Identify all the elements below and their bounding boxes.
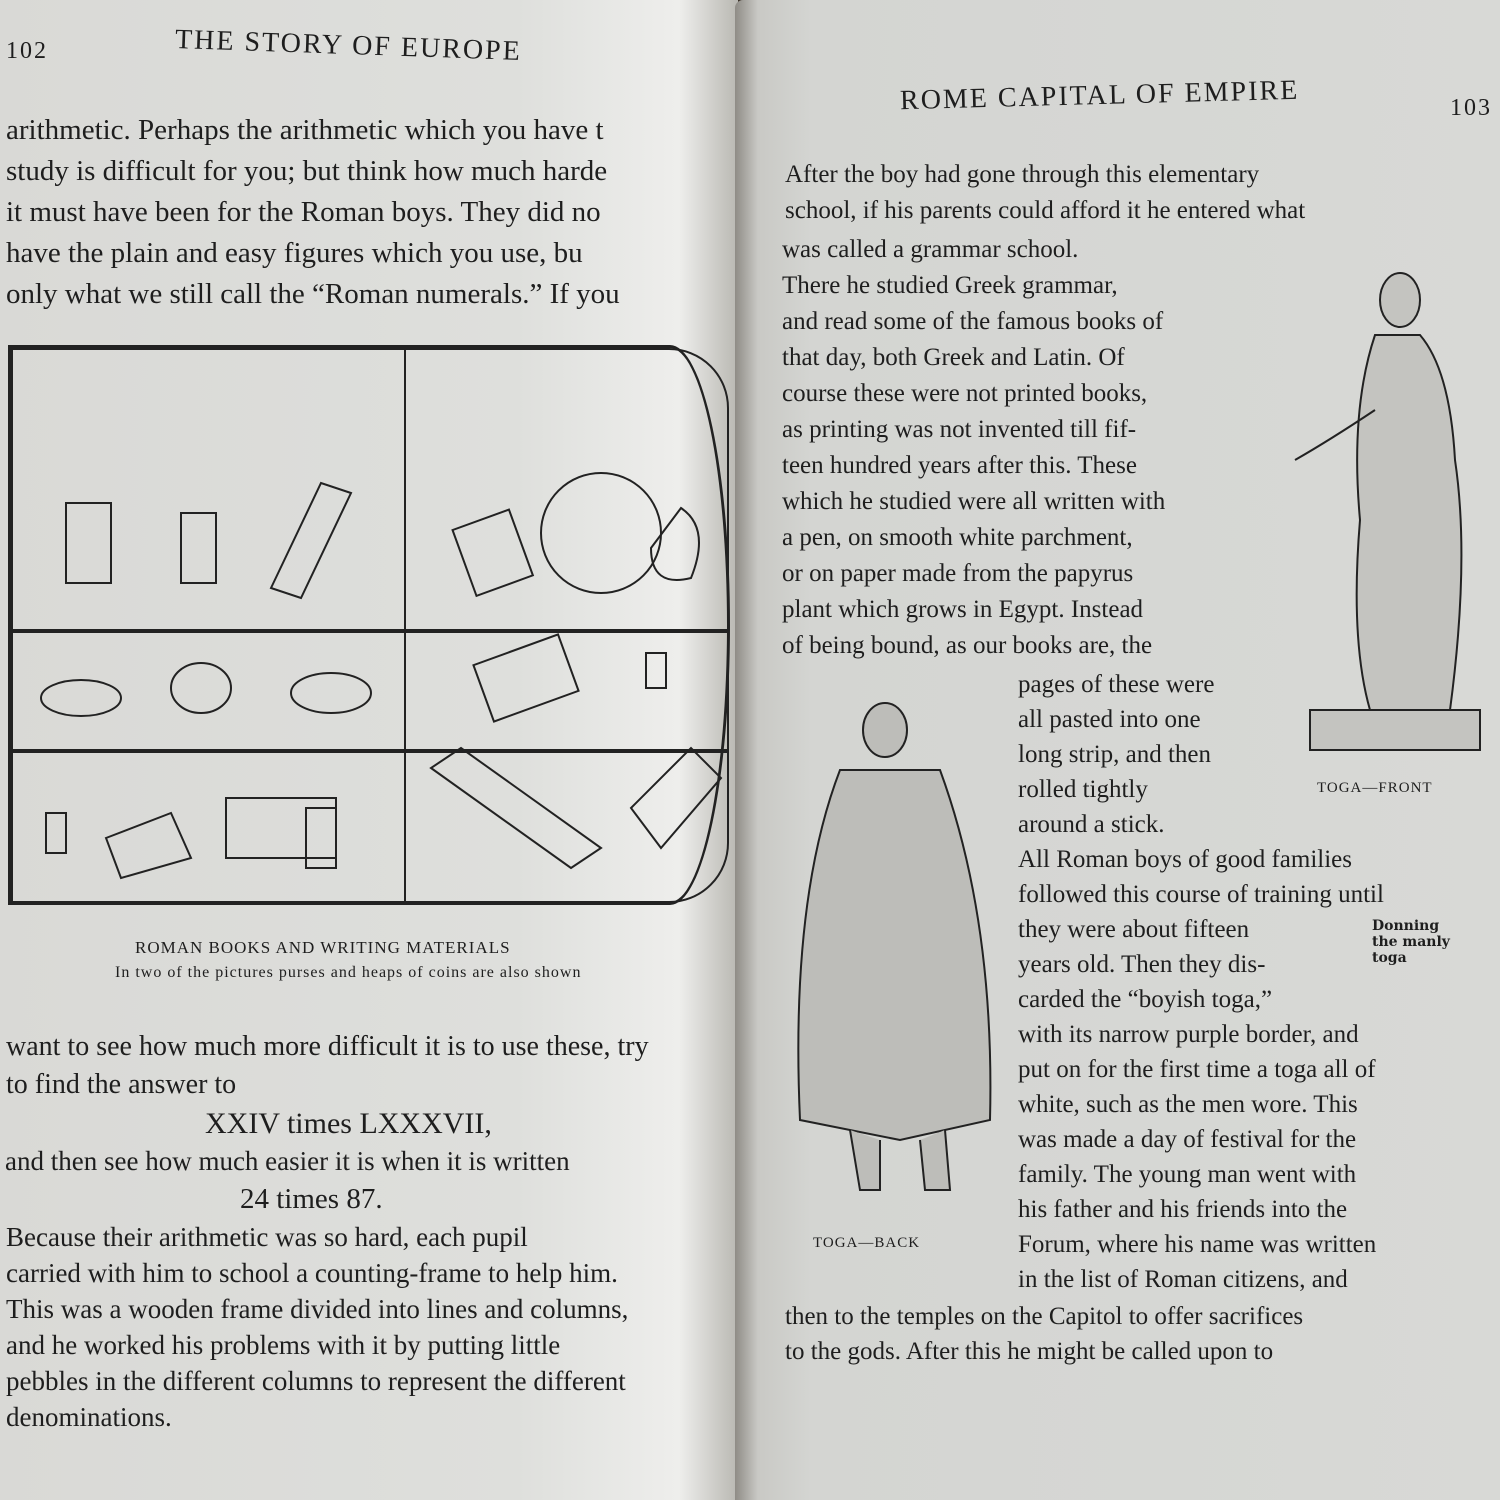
body-line: put on for the first time a toga all of: [1018, 1056, 1376, 1083]
body-line: long strip, and then: [1018, 741, 1212, 768]
figure-subcaption: In two of the pictures purses and heaps of coins are also shown: [115, 964, 582, 981]
body-line: and then see how much easier it is when it is written: [5, 1146, 570, 1176]
body-line: teen hundred years after this. These: [782, 452, 1137, 479]
body-line: rolled tightly: [1018, 776, 1148, 803]
body-line: denominations.: [6, 1402, 172, 1432]
body-line: carried with him to school a counting-frame to help him.: [6, 1258, 618, 1288]
body-line: Forum, where his name was written: [1018, 1231, 1377, 1258]
body-line: All Roman boys of good families: [1018, 846, 1352, 873]
body-line: they were about fifteen: [1018, 916, 1250, 943]
body-line: which he studied were all written with: [782, 488, 1166, 515]
body-line: family. The young man went with: [1018, 1161, 1357, 1188]
sidenote: [1372, 918, 1450, 966]
page-number: 102: [6, 38, 48, 64]
body-line: This was a wooden frame divided into lines and columns,: [6, 1294, 629, 1324]
body-line: as printing was not invented till fif-: [782, 416, 1137, 443]
sidenote-line: the manly: [1372, 934, 1450, 950]
body-line: of being bound, as our books are, the: [782, 632, 1153, 659]
running-head: ROME CAPITAL OF EMPIRE: [899, 74, 1300, 117]
figure-roman-books: [8, 345, 730, 905]
body-line: or on paper made from the papyrus: [782, 560, 1134, 587]
body-line: that day, both Greek and Latin. Of: [782, 344, 1125, 371]
body-line: pages of these were: [1018, 671, 1215, 698]
writing-materials-illustration: [11, 348, 727, 902]
running-head: THE STORY OF EUROPE: [174, 23, 523, 68]
toga-front-statue: [1290, 260, 1490, 760]
body-line: with its narrow purple border, and: [1018, 1021, 1359, 1048]
body-line: school, if his parents could afford it he entered what: [785, 197, 1306, 224]
body-line: plant which grows in Egypt. Instead: [782, 596, 1144, 623]
body-line: all pasted into one: [1018, 706, 1201, 733]
body-line: to the gods. After this he might be called upon to: [785, 1338, 1274, 1365]
body-line: white, such as the men wore. This: [1018, 1091, 1358, 1118]
body-line: want to see how much more difficult it is to use these, try: [6, 1031, 649, 1062]
body-line: and he worked his problems with it by putting little: [6, 1330, 561, 1360]
sidenote-line: toga: [1372, 950, 1407, 966]
body-line: course these were not printed books,: [782, 380, 1148, 407]
toga-back-figure: [780, 700, 1010, 1220]
body-line: around a stick.: [1018, 811, 1165, 838]
body-line: it must have been for the Roman boys. They did no: [6, 196, 601, 228]
right-page: [735, 0, 1500, 1500]
body-line: and read some of the famous books of: [782, 308, 1164, 335]
sidenote-line: Donning: [1372, 918, 1440, 934]
body-line: was called a grammar school.: [782, 236, 1079, 263]
body-line: only what we still call the “Roman numerals.” If you: [6, 278, 620, 310]
body-line: in the list of Roman citizens, and: [1018, 1266, 1348, 1293]
body-line: After the boy had gone through this elementary: [785, 161, 1260, 188]
roman-numeral-example: XXIV times LXXXVII,: [205, 1107, 492, 1140]
page-number: 103: [1450, 95, 1492, 121]
body-line: years old. Then they dis-: [1018, 951, 1266, 978]
body-line: to find the answer to: [6, 1069, 237, 1100]
body-line: have the plain and easy figures which you use, bu: [6, 237, 583, 269]
caption-toga-back: TOGA—BACK: [813, 1235, 921, 1251]
body-line: a pen, on smooth white parchment,: [782, 524, 1133, 551]
body-line: his father and his friends into the: [1018, 1196, 1348, 1223]
figure-caption: ROMAN BOOKS AND WRITING MATERIALS: [135, 938, 511, 957]
body-line: was made a day of festival for the: [1018, 1126, 1357, 1153]
body-line: then to the temples on the Capitol to offer sacrifices: [785, 1303, 1304, 1330]
body-line: pebbles in the different columns to represent the different: [6, 1366, 626, 1396]
body-line: carded the “boyish toga,”: [1018, 986, 1273, 1013]
left-page: [0, 0, 738, 1500]
body-line: followed this course of training until: [1018, 881, 1384, 908]
body-line: Because their arithmetic was so hard, each pupil: [6, 1222, 528, 1252]
caption-toga-front: TOGA—FRONT: [1317, 780, 1433, 796]
body-line: arithmetic. Perhaps the arithmetic which you have t: [6, 114, 604, 146]
body-line: There he studied Greek grammar,: [782, 272, 1118, 299]
arabic-numeral-example: 24 times 87.: [240, 1183, 383, 1215]
body-line: study is difficult for you; but think how much harde: [6, 155, 608, 187]
